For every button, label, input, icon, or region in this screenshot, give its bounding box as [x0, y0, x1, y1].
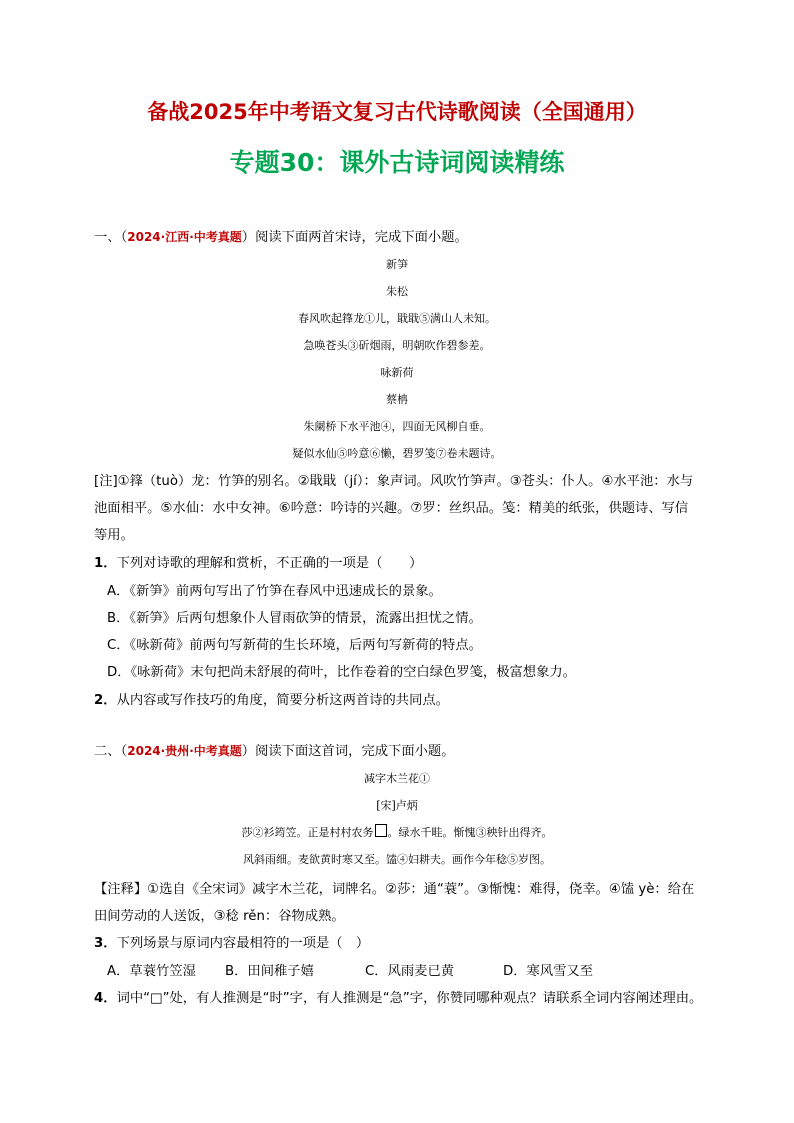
blank-box-icon	[375, 824, 387, 837]
section1-prefix: 一、（	[94, 230, 128, 245]
section2-note-line: 田间劳动的人送饭，③稔 rěn：谷物成熟。	[94, 909, 345, 924]
question-text: 从内容或写作技巧的角度，简要分析这两首诗的共同点。	[116, 693, 449, 708]
question-number: 2．	[94, 693, 117, 708]
poem1-line1: 春风吹起箨龙①儿，戢戢⑤满山人未知。	[298, 312, 496, 325]
poem3-line1	[0, 824, 794, 840]
section1-instruction: ）阅读下面两首宋诗，完成下面小题。	[241, 230, 468, 245]
option-a: A．《新笋》前两句写出了竹笋在春风中迅速成长的景象。	[107, 584, 442, 599]
option-c: C．《咏新荷》前两句写新荷的生长环境，后两句写新荷的特点。	[107, 638, 482, 653]
section1-source: 2024·江西·中考真题	[127, 230, 242, 244]
section1-note-line: 池面相平。⑤水仙：水中女神。⑥吟意：吟诗的兴趣。⑦罗：丝织品。笺：精美的纸张，供题诗、写信	[94, 501, 689, 516]
question-text: 下列场景与原词内容最相符的一项是（ ）	[116, 936, 370, 951]
poem2-line1: 朱阑桥下水平池④，四面无风柳自垂。	[303, 420, 491, 433]
option-d: D．《咏新荷》末句把尚未舒展的荷叶，比作卷着的空白绿色罗笺，极富想象力。	[107, 665, 576, 680]
section2-source: 2024·贵州·中考真题	[127, 744, 242, 758]
poem1-title: 新笋	[386, 258, 408, 271]
page-title: 备战2025年中考语文复习古代诗歌阅读（全国通用）	[147, 100, 647, 124]
poem2-author: 蔡柟	[386, 393, 408, 406]
question-3	[94, 932, 369, 951]
poem3-line2: 风斜雨细。麦欲黄时寒又至。馌④妇耕夫。画作今年稔⑤岁图。	[243, 853, 551, 866]
poem1-author: 朱松	[386, 285, 408, 298]
question-number: 1．	[94, 556, 117, 571]
question-2	[94, 689, 449, 708]
page-subtitle: 专题30：课外古诗词阅读精练	[229, 148, 565, 177]
option-c: C．风雨麦已黄	[365, 964, 455, 979]
option-b: B．田间稚子嬉	[225, 964, 314, 979]
section1-note-line: [注]①箨（tuò）龙：竹笋的别名。②戢戢（jí）：象声词。风吹竹笋声。③苍头：仆人。④水平池：水与	[94, 474, 694, 489]
poem2-title: 咏新荷	[380, 366, 414, 379]
question-number: 4．	[94, 991, 117, 1006]
option-b: B．《新笋》后两句想象仆人冒雨砍笋的情景，流露出担忧之情。	[107, 611, 482, 626]
poem3-line1-part1: 莎②衫筠笠。正是村村农务	[241, 826, 374, 839]
poem3-author: [宋]卢炳	[376, 799, 418, 812]
section2-note-line: 【注释】①选自《全宋词》减字木兰花，词牌名。②莎：通“蓑”。③惭愧：难得，侥幸。④馌 yè：给在	[94, 882, 695, 897]
section2-prefix: 二、（	[94, 744, 128, 759]
section1-note-line: 等用。	[94, 528, 134, 543]
poem1-line2: 急唤苍头③斫烟雨，明朝吹作碧参差。	[303, 339, 491, 352]
question-1	[94, 552, 422, 571]
option-d: D．寒风雪又至	[503, 964, 594, 979]
question-number: 3．	[94, 936, 117, 951]
section1-heading	[94, 226, 468, 245]
poem2-line2: 疑似水仙⑤吟意⑥懒，碧罗笺⑦卷未题诗。	[292, 447, 502, 460]
question-3-options	[107, 960, 707, 979]
question-4	[94, 987, 702, 1006]
question-text: 下列对诗歌的理解和赏析，不正确的一项是（ ）	[116, 556, 423, 571]
option-a: A．草蓑竹笠湿	[107, 964, 196, 979]
question-text: 词中“□”处，有人推测是“时”字，有人推测是“急”字，你赞同哪种观点？请联系全词内容阐述理由。	[116, 991, 703, 1006]
section2-instruction: ）阅读下面这首词，完成下面小题。	[241, 744, 455, 759]
poem3-title: 减字木兰花①	[364, 772, 430, 785]
section2-heading	[94, 740, 455, 759]
poem3-line1-part2: 。绿水千畦。惭愧③秧针出得齐。	[387, 826, 553, 839]
